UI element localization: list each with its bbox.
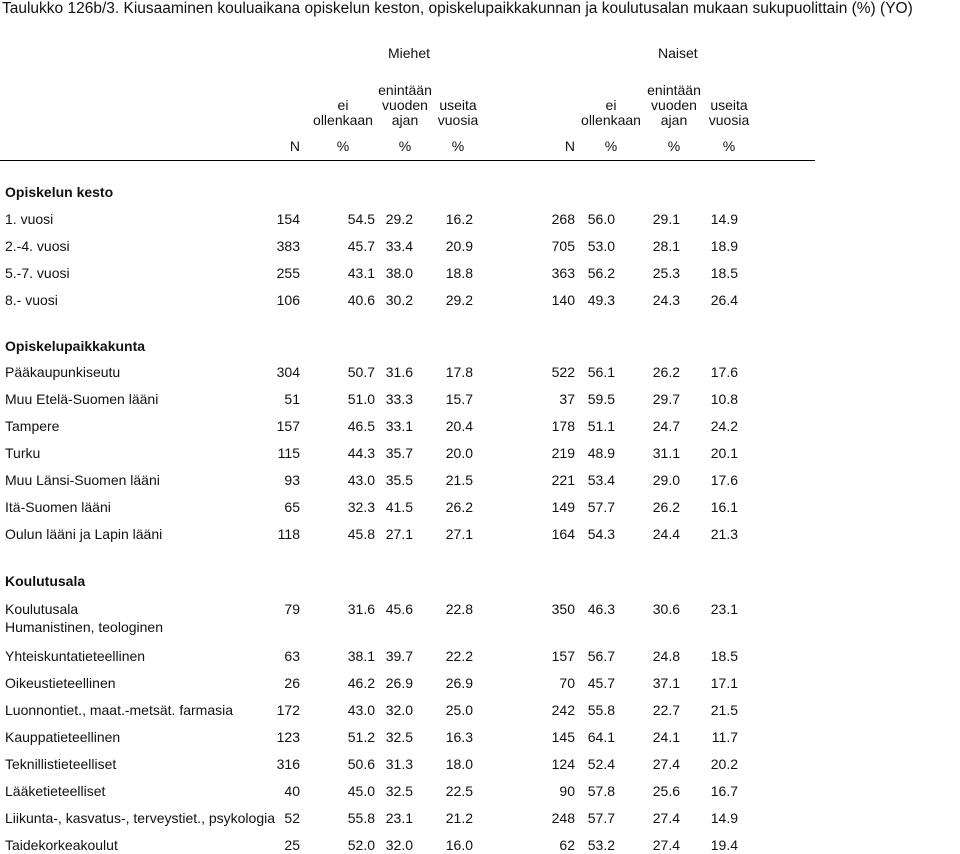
table-cell: 27.1 [445,526,473,542]
unit-header: % [398,138,412,154]
table-cell: 242 [551,702,575,718]
table-cell: 24.3 [652,292,680,308]
table-cell: 705 [551,238,575,254]
table-cell: 41.5 [385,499,413,515]
table-cell: 26.2 [652,499,680,515]
row-label: Pääkaupunkiseutu [5,364,121,380]
section-title: Opiskelun kesto [5,184,114,200]
table-cell: 49.3 [587,292,615,308]
table-cell: 154 [276,211,300,227]
table-title: Taulukko 126b/3. Kiusaaminen kouluaikana opiskelun keston, opiskelupaikkakunnan ja koulutusalan mukaan sukupuolittain (%) (YO) [2,0,913,17]
table-cell: 157 [276,418,300,434]
table-cell: 64.1 [587,729,615,745]
row-label: Yhteiskuntatieteellinen [5,648,146,664]
table-cell: 25.6 [652,783,680,799]
table-cell: 32.5 [385,729,413,745]
table-cell: 22.8 [445,601,473,617]
unit-header: N [564,138,575,154]
table-cell: 221 [551,472,575,488]
table-cell: 24.7 [652,418,680,434]
table-cell: 26.9 [385,675,413,691]
table-cell: 26 [284,675,300,691]
table-cell: 24.4 [652,526,680,542]
table-cell: 53.4 [587,472,615,488]
table-cell: 57.8 [587,783,615,799]
row-label: 2.-4. vuosi [5,238,70,254]
table-cell: 45.8 [347,526,375,542]
table-cell: 14.9 [710,810,738,826]
column-header: ei ollenkaan [313,97,373,128]
table-cell: 145 [551,729,575,745]
table-cell: 11.7 [711,729,738,745]
table-cell: 51.2 [347,729,375,745]
table-cell: 219 [551,445,575,461]
table-cell: 26.9 [445,675,473,691]
table-cell: 15.7 [445,391,473,407]
table-cell: 25.0 [445,702,473,718]
table-cell: 56.2 [587,265,615,281]
table-cell: 26.2 [652,364,680,380]
table-cell: 149 [551,499,575,515]
table-cell: 115 [277,445,300,461]
column-header: enintään vuoden ajan [378,82,432,128]
row-label: Oikeustieteellinen [5,675,116,691]
table-cell: 26.4 [710,292,738,308]
table-cell: 56.1 [587,364,615,380]
row-label: Teknillistieteelliset [5,756,117,772]
table-cell: 33.3 [385,391,413,407]
table-cell: 56.0 [587,211,615,227]
table-cell: 18.5 [710,265,738,281]
row-label: 1. vuosi [5,211,54,227]
row-label: Itä-Suomen lääni [5,499,111,515]
column-header: useita vuosia [437,97,479,128]
table-cell: 124 [551,756,575,772]
table-cell: 45.7 [587,675,615,691]
row-label: Turku [5,445,41,461]
table-cell: 24.1 [652,729,680,745]
table-cell: 45.7 [347,238,375,254]
table-cell: 45.0 [347,783,375,799]
table-cell: 48.9 [587,445,615,461]
table-cell: 65 [284,499,300,515]
table-cell: 19.4 [710,837,738,853]
table-cell: 32.0 [385,837,413,853]
table-cell: 43.0 [347,702,375,718]
table-cell: 57.7 [587,810,615,826]
group-header: Naiset [658,45,698,61]
row-label: Muu Länsi-Suomen lääni [5,472,160,488]
table-cell: 46.5 [347,418,375,434]
table-cell: 29.1 [652,211,680,227]
table-cell: 63 [284,648,300,664]
table-cell: 27.4 [652,810,680,826]
table-cell: 178 [551,418,575,434]
table-cell: 21.3 [710,526,738,542]
table-cell: 32.0 [385,702,413,718]
table-cell: 35.7 [385,445,413,461]
table-cell: 21.2 [445,810,473,826]
table-cell: 40 [284,783,300,799]
table-cell: 27.1 [385,526,413,542]
table-cell: 24.2 [710,418,738,434]
table-cell: 20.2 [710,756,738,772]
table-cell: 10.8 [710,391,738,407]
unit-header: % [722,138,736,154]
table-cell: 56.7 [587,648,615,664]
table-cell: 25 [284,837,300,853]
table-cell: 16.1 [710,499,738,515]
table-cell: 45.6 [385,601,413,617]
table-cell: 18.9 [710,238,738,254]
table-cell: 50.7 [347,364,375,380]
section-title: Koulutusala [5,573,86,589]
table-cell: 23.1 [710,601,738,617]
table-cell: 54.5 [347,211,375,227]
table-cell: 172 [276,702,300,718]
table-cell: 27.4 [652,756,680,772]
section-title: Opiskelupaikkakunta [5,338,146,354]
table-cell: 304 [276,364,300,380]
table-cell: 22.2 [445,648,473,664]
table-cell: 29.2 [445,292,473,308]
table-cell: 55.8 [587,702,615,718]
table-cell: 17.8 [445,364,473,380]
table-cell: 31.6 [347,601,375,617]
table-cell: 248 [551,810,575,826]
table-cell: 52 [284,810,300,826]
row-label: Luonnontiet., maat.-metsät. farmasia [5,702,233,718]
row-label: Liikunta-, kasvatus-, terveystiet., psykologia [5,810,276,826]
table-cell: 31.6 [385,364,413,380]
table-cell: 39.7 [385,648,413,664]
table-cell: 316 [276,756,300,772]
table-cell: 40.6 [347,292,375,308]
table-cell: 30.2 [385,292,413,308]
table-cell: 268 [551,211,575,227]
table-cell: 20.1 [710,445,738,461]
table-cell: 14.9 [710,211,738,227]
table-cell: 22.7 [652,702,680,718]
table-cell: 16.0 [445,837,473,853]
row-label: 5.-7. vuosi [5,265,70,281]
table-cell: 43.1 [347,265,375,281]
table-cell: 16.3 [445,729,473,745]
table-cell: 16.2 [445,211,473,227]
row-label: Muu Etelä-Suomen lääni [5,391,159,407]
table-cell: 17.6 [710,364,738,380]
table-cell: 31.1 [652,445,680,461]
group-header: Miehet [388,45,431,61]
table-cell: 46.2 [347,675,375,691]
table-cell: 21.5 [445,472,473,488]
table-cell: 51.1 [587,418,615,434]
row-label: Kauppatieteellinen [5,729,121,745]
table-cell: 79 [284,601,300,617]
table-cell: 16.7 [710,783,738,799]
unit-header: % [336,138,350,154]
table-cell: 18.0 [445,756,473,772]
row-label: Lääketieteelliset [5,783,106,799]
row-label: Koulutusala Humanistinen, teologinen [5,601,163,635]
table-cell: 23.1 [385,810,413,826]
table-cell: 20.9 [445,238,473,254]
table-cell: 46.3 [587,601,615,617]
table-cell: 25.3 [652,265,680,281]
table-cell: 522 [551,364,575,380]
table-cell: 52.0 [347,837,375,853]
row-label: Oulun lääni ja Lapin lääni [5,526,163,542]
table-cell: 51.0 [347,391,375,407]
row-label: 8.- vuosi [5,292,58,308]
table-cell: 38.1 [347,648,375,664]
header-rule [0,160,815,161]
table-cell: 29.0 [652,472,680,488]
table-cell: 51 [284,391,300,407]
table-cell: 18.5 [710,648,738,664]
table-cell: 50.6 [347,756,375,772]
table-cell: 93 [284,472,300,488]
table-cell: 24.8 [652,648,680,664]
table-cell: 30.6 [652,601,680,617]
table-cell: 21.5 [710,702,738,718]
table-cell: 33.4 [385,238,413,254]
table-cell: 32.3 [347,499,375,515]
table-cell: 18.8 [445,265,473,281]
table-cell: 54.3 [587,526,615,542]
table-cell: 26.2 [445,499,473,515]
column-header: useita vuosia [708,97,750,128]
table-cell: 57.7 [587,499,615,515]
table-cell: 28.1 [652,238,680,254]
table-cell: 255 [276,265,300,281]
table-cell: 31.3 [385,756,413,772]
table-cell: 59.5 [587,391,615,407]
table-cell: 37.1 [652,675,680,691]
table-cell: 33.1 [385,418,413,434]
row-label: Tampere [5,418,60,434]
column-header: enintään vuoden ajan [647,82,701,128]
column-header: ei ollenkaan [581,97,641,128]
table-cell: 35.5 [385,472,413,488]
table-cell: 55.8 [347,810,375,826]
table-cell: 53.0 [587,238,615,254]
table-cell: 37 [559,391,575,407]
table-cell: 53.2 [587,837,615,853]
table-cell: 27.4 [652,837,680,853]
table-cell: 140 [551,292,575,308]
table-cell: 90 [559,783,575,799]
table-cell: 43.0 [347,472,375,488]
table-cell: 383 [276,238,300,254]
table-cell: 29.2 [385,211,413,227]
table-cell: 44.3 [347,445,375,461]
table-cell: 17.6 [710,472,738,488]
table-cell: 20.4 [445,418,473,434]
table-cell: 29.7 [652,391,680,407]
table-cell: 106 [276,292,300,308]
table-cell: 157 [551,648,575,664]
unit-header: N [289,138,300,154]
table-cell: 17.1 [710,675,738,691]
table-cell: 350 [551,601,575,617]
unit-header: % [451,138,465,154]
table-cell: 123 [276,729,300,745]
row-label: Taidekorkeakoulut [5,837,118,853]
table-cell: 62 [559,837,575,853]
unit-header: % [604,138,618,154]
table-cell: 32.5 [385,783,413,799]
table-cell: 52.4 [587,756,615,772]
table-cell: 70 [559,675,575,691]
table-cell: 118 [277,526,300,542]
table-cell: 164 [551,526,575,542]
table-cell: 38.0 [385,265,413,281]
table-cell: 22.5 [445,783,473,799]
unit-header: % [667,138,681,154]
table-cell: 20.0 [445,445,473,461]
table-cell: 363 [551,265,575,281]
